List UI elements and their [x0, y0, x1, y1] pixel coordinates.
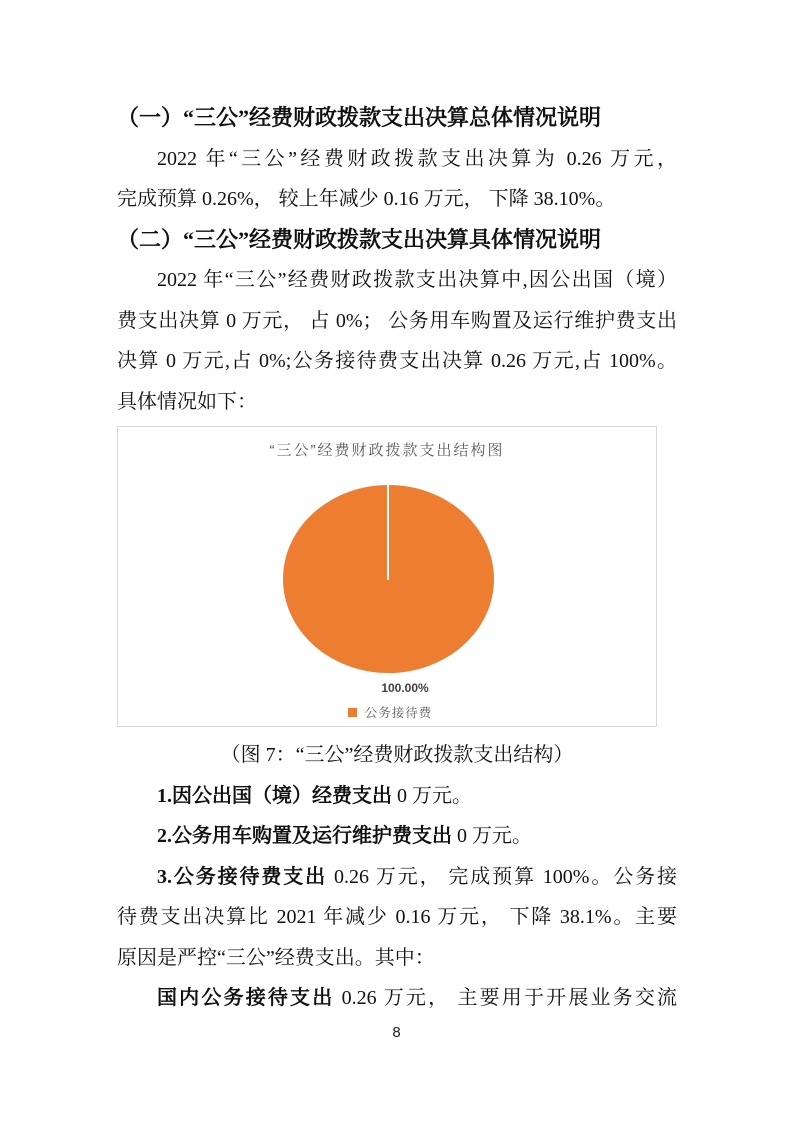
- pie-data-label: 100.00%: [381, 681, 429, 695]
- item2-bold-text: 2.公务用车购置及运行维护费支出: [157, 825, 452, 847]
- item3-line2: 待费支出决算比 2021 年减少 0.16 万元， 下降 38.1%。主要: [117, 906, 677, 928]
- chart-legend: [121, 703, 659, 721]
- section2-line2: 费支出决算 0 万元， 占 0%； 公务用车购置及运行维护费支出: [117, 309, 677, 332]
- section1-line1: 2022 年“三公”经费财政拨款支出决算为 0.26 万元，: [157, 147, 677, 170]
- legend-square-icon: [348, 708, 357, 717]
- item3-rest-text: 0.26 万元， 完成预算 100%。公务接: [327, 865, 677, 888]
- item3-line1: [117, 857, 677, 898]
- pie-chart: [117, 426, 657, 727]
- item1-line: [117, 776, 677, 817]
- item2-rest-text: 0 万元。: [452, 825, 532, 847]
- item4-line: [117, 978, 677, 1019]
- item2-line: [117, 816, 677, 857]
- item4-bold-text: 国内公务接待支出: [157, 987, 335, 1009]
- figure-caption: （图 7：“三公”经费财政拨款支出结构）: [220, 744, 574, 766]
- document-content: [117, 98, 677, 1019]
- item4-rest-text: 0.26 万元， 主要用于开展业务交流: [334, 987, 678, 1009]
- section1-heading: （一）“三公”经费财政拨款支出决算总体情况说明: [117, 105, 602, 130]
- chart-title: “三公”经费财政拨款支出结构图: [269, 442, 505, 459]
- section2-line3: 决算 0 万元,占 0%;公务接待费支出决算 0.26 万元,占 100%。: [117, 350, 677, 372]
- item1-bold-text: 1.因公出国（境）经费支出: [157, 784, 392, 807]
- section2-line4: 具体情况如下：: [117, 390, 257, 413]
- page-number: 8: [392, 1024, 401, 1041]
- pie-slice-border: [387, 485, 389, 580]
- section2-line1: 2022 年“三公”经费财政拨款支出决算中,因公出国（境）: [157, 269, 677, 291]
- section2-heading: （二）“三公”经费财政拨款支出决算具体情况说明: [117, 226, 602, 252]
- item3-bold-text: 3.公务接待费支出: [157, 865, 328, 888]
- item3-line3: 原因是严控“三公”经费支出。其中：: [117, 946, 435, 969]
- item1-rest-text: 0 万元。: [392, 784, 472, 807]
- legend-label: 公务接待费: [364, 706, 433, 720]
- section1-line2: 完成预算 0.26%， 较上年减少 0.16 万元， 下降 38.10%。: [117, 188, 616, 210]
